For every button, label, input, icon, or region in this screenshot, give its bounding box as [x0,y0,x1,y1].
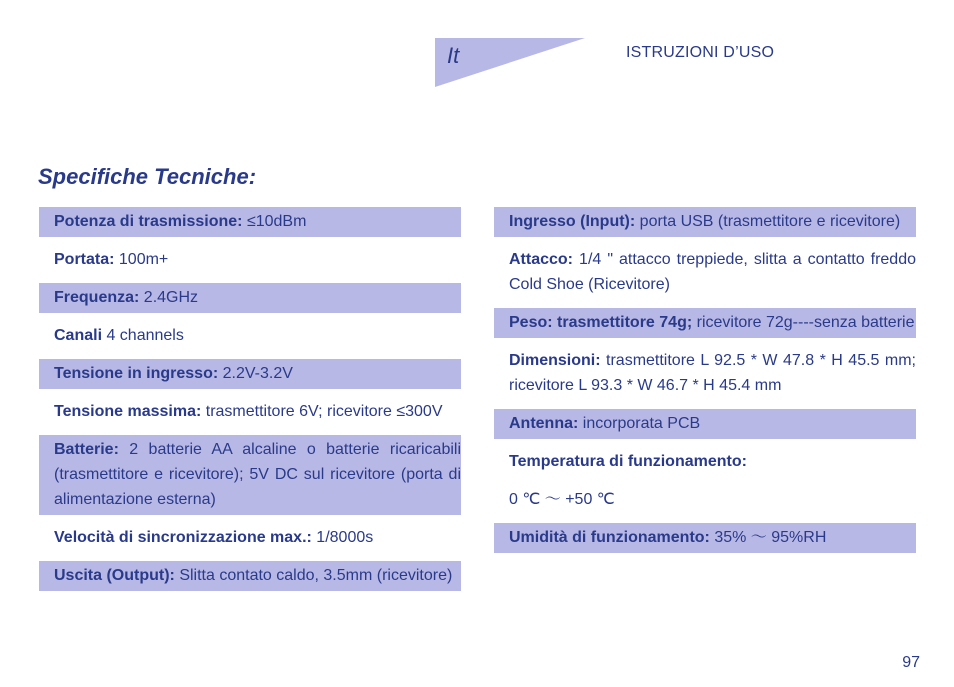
spec-value: 35% ～ 95%RH [709,529,827,546]
spec-label: Temperatura di funzionamento: [509,453,747,470]
spec-value: trasmettitore 6V; ricevitore ≤300V [201,403,443,420]
spec-label: Velocità di sincronizzazione max.: [54,529,312,546]
spec-value: 2 batterie AA alcaline o batterie ricaricabili (trasmettitore e ricevitore); 5V DC sul ricevitore (porta di alimentazione esterna) [54,441,461,508]
language-tab [435,38,585,87]
header-title: ISTRUZIONI D’USO [626,44,775,61]
spec-label: Batterie: [54,441,119,458]
spec-value: 1/8000s [311,529,374,546]
spec-row [494,409,916,439]
spec-label: Umidità di funzionamento: [509,529,710,546]
spec-label: Dimensioni: [509,352,601,369]
spec-label: Canali [54,327,103,344]
spec-row [494,346,916,401]
spec-label: Potenza di trasmissione: [54,213,243,230]
spec-label: Uscita (Output): [54,567,175,584]
spec-value: 2.2V-3.2V [218,365,293,382]
spec-row [39,397,461,427]
spec-row [39,523,461,553]
left-spec-column [39,207,461,599]
spec-label: Tensione in ingresso: [54,365,219,382]
page-number: 97 [902,654,920,671]
spec-row [39,321,461,351]
right-spec-column [494,207,916,561]
spec-label: Portata: [54,251,115,268]
spec-row [39,359,461,389]
spec-value: 1/4 " attacco treppiede, slitta a contatto freddo Cold Shoe (Ricevitore) [509,251,916,293]
spec-value: ≤10dBm [242,213,307,230]
section-title: Specifiche Tecniche: [38,164,257,189]
spec-value: porta USB (trasmettitore e ricevitore) [635,213,901,230]
spec-label: Attacco: [509,251,574,268]
spec-value: ricevitore 72g----senza batterie [692,314,915,331]
spec-row [494,447,916,477]
spec-value: trasmettitore L 92.5 * W 47.8 * H 45.5 mm; ricevitore L 93.3 * W 46.7 * H 45.4 mm [509,352,916,394]
spec-value: Slitta contato caldo, 3.5mm (ricevitore) [174,567,453,584]
spec-row [39,283,461,313]
spec-label: Antenna: [509,415,579,432]
spec-value: 0 ℃ ～ +50 ℃ [509,491,615,508]
spec-row [494,485,916,515]
spec-value: 4 channels [102,327,184,344]
spec-row [39,245,461,275]
spec-value: 2.4GHz [139,289,199,306]
spec-row [494,207,916,237]
spec-label: Ingresso (Input): [509,213,636,230]
spec-row [494,308,916,338]
spec-value: 100m+ [114,251,169,268]
language-code: It [447,43,460,68]
spec-value: incorporata PCB [578,415,701,432]
spec-row [39,435,461,515]
spec-label: Frequenza: [54,289,140,306]
spec-label: Peso: trasmettitore 74g; [509,314,693,331]
spec-row [39,561,461,591]
spec-row [494,245,916,300]
spec-row [39,207,461,237]
spec-label: Tensione massima: [54,403,202,420]
spec-row [494,523,916,553]
